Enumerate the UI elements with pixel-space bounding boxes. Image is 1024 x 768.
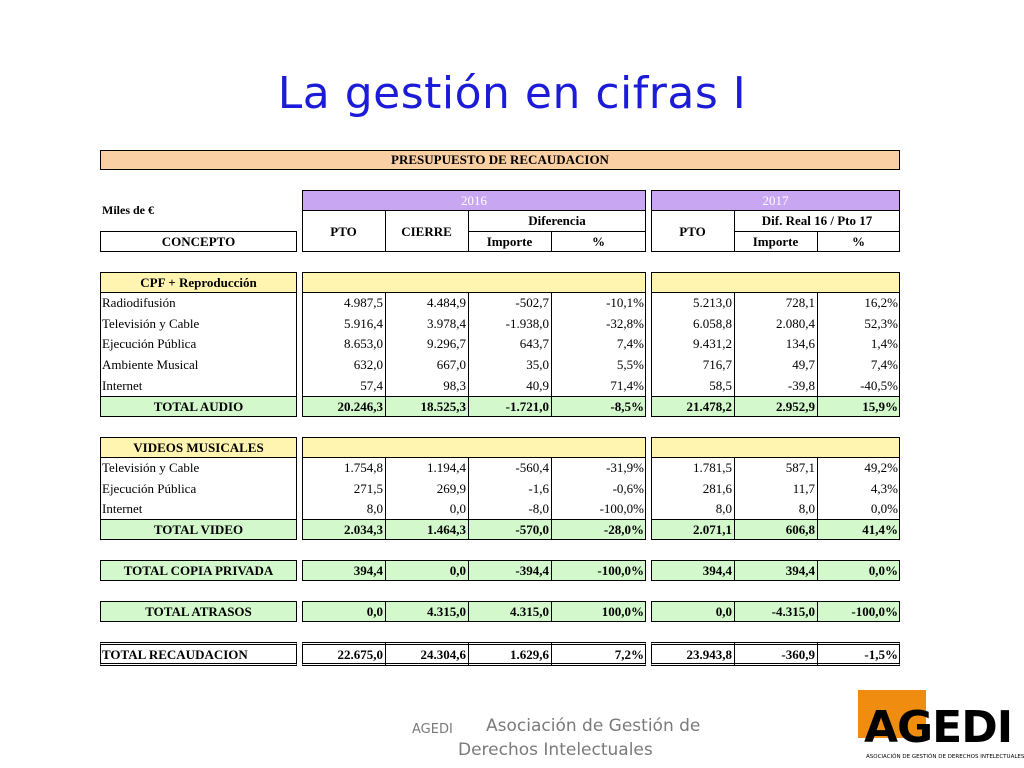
cell-dif-pct: -28,0% bbox=[603, 522, 644, 537]
cell-pto-2017: 5.213,0 bbox=[693, 295, 732, 310]
logo-subtitle: ASOCIACIÓN DE GESTIÓN DE DERECHOS INTELECTUALES bbox=[866, 754, 1024, 760]
logo-text: AGEDI bbox=[864, 702, 1013, 753]
cell-pto-2016: 5.916,4 bbox=[344, 316, 383, 331]
cell-dif-real-pct: -1,5% bbox=[864, 647, 898, 662]
section-video-band-2016 bbox=[302, 437, 646, 458]
cell-dif-pct: 5,5% bbox=[616, 357, 644, 372]
footer-short: AGEDI bbox=[412, 722, 453, 737]
cell-pto-2017: 8,0 bbox=[715, 501, 732, 516]
cell-dif-real-importe: 606,8 bbox=[785, 522, 815, 537]
cell-pto-2016: 1.754,8 bbox=[344, 460, 383, 475]
cell-dif-real-importe: 49,7 bbox=[792, 357, 815, 372]
cell-pto-2016: 394,4 bbox=[353, 563, 383, 578]
cell-dif-pct: -32,8% bbox=[606, 316, 644, 331]
cell-dif-importe: -502,7 bbox=[515, 295, 549, 310]
cell-concept: Internet bbox=[102, 378, 143, 393]
cell-pto-2016: 4.987,5 bbox=[344, 295, 383, 310]
page-title: La gestión en cifras I bbox=[277, 68, 747, 119]
cell-cierre-2016: 0,0 bbox=[449, 501, 466, 516]
cell-cierre-2016: 0,0 bbox=[449, 563, 466, 578]
cell-concept: TOTAL ATRASOS bbox=[145, 604, 252, 619]
cell-dif-real-pct: 0,0% bbox=[870, 501, 898, 516]
cell-pto-2016: 632,0 bbox=[353, 357, 383, 372]
cell-concept: Internet bbox=[102, 501, 143, 516]
cell-dif-real-importe: 2.952,9 bbox=[776, 399, 815, 414]
units-label: Miles de € bbox=[102, 203, 154, 217]
cell-pto-2017: 716,7 bbox=[702, 357, 732, 372]
footer-line1: Asociación de Gestión de bbox=[486, 716, 701, 736]
section-video-label: VIDEOS MUSICALES bbox=[133, 440, 264, 455]
cell-dif-pct: 71,4% bbox=[610, 378, 644, 393]
cell-pto-2017: 0,0 bbox=[715, 604, 732, 619]
cell-dif-real-importe: -360,9 bbox=[781, 647, 815, 662]
cell-pto-2016: 20.246,3 bbox=[337, 399, 383, 414]
year-2016-label: 2016 bbox=[461, 193, 487, 208]
cell-dif-real-importe: 587,1 bbox=[785, 460, 815, 475]
cell-concept: Ambiente Musical bbox=[102, 357, 199, 372]
cell-pto-2017: 1.781,5 bbox=[693, 460, 732, 475]
cell-pto-2016: 8,0 bbox=[366, 501, 383, 516]
cell-dif-pct: 7,4% bbox=[616, 336, 644, 351]
section-audio-band-2016 bbox=[302, 272, 646, 293]
cell-dif-real-pct: -100,0% bbox=[851, 604, 898, 619]
cell-cierre-2016: 98,3 bbox=[443, 378, 466, 393]
cell-dif-real-pct: -40,5% bbox=[860, 378, 898, 393]
cell-pto-2016: 8.653,0 bbox=[344, 336, 383, 351]
cell-concept: TOTAL RECAUDACION bbox=[102, 647, 248, 662]
cell-dif-pct: -100,0% bbox=[597, 563, 644, 578]
cell-concept: Radiodifusión bbox=[102, 295, 176, 310]
cell-cierre-2016: 9.296,7 bbox=[427, 336, 466, 351]
cell-concept: Televisión y Cable bbox=[102, 316, 200, 331]
cell-dif-importe: 40,9 bbox=[526, 378, 549, 393]
col-importe-2016: Importe bbox=[486, 234, 533, 249]
col-cierre: CIERRE bbox=[401, 224, 452, 239]
cell-concept: Televisión y Cable bbox=[102, 460, 200, 475]
col-importe-2017: Importe bbox=[752, 234, 799, 249]
cell-dif-real-importe: 728,1 bbox=[785, 295, 815, 310]
cell-dif-importe: -8,0 bbox=[528, 501, 549, 516]
col-pct-2017: % bbox=[852, 234, 865, 249]
cell-pto-2017: 281,6 bbox=[702, 481, 732, 496]
cell-dif-importe: -1.938,0 bbox=[505, 316, 549, 331]
cell-cierre-2016: 1.464,3 bbox=[427, 522, 466, 537]
cell-concept: Ejecución Pública bbox=[102, 336, 197, 351]
cell-dif-real-pct: 41,4% bbox=[862, 522, 898, 537]
section-audio-band-2017 bbox=[651, 272, 900, 293]
cell-pto-2017: 23.943,8 bbox=[686, 647, 732, 662]
cell-concept: TOTAL COPIA PRIVADA bbox=[123, 563, 274, 578]
cell-pto-2017: 58,5 bbox=[709, 378, 732, 393]
cell-dif-pct: -10,1% bbox=[606, 295, 644, 310]
cell-concept: Ejecución Pública bbox=[102, 481, 197, 496]
cell-dif-real-importe: 8,0 bbox=[798, 501, 815, 516]
cell-dif-pct: -31,9% bbox=[606, 460, 644, 475]
cell-cierre-2016: 4.484,9 bbox=[427, 295, 466, 310]
cell-dif-importe: -560,4 bbox=[515, 460, 549, 475]
cell-dif-importe: -1.721,0 bbox=[505, 399, 549, 414]
cell-pto-2016: 271,5 bbox=[353, 481, 383, 496]
cell-dif-pct: 100,0% bbox=[601, 604, 644, 619]
cell-concept: TOTAL AUDIO bbox=[153, 399, 244, 414]
cell-pto-2017: 394,4 bbox=[702, 563, 732, 578]
cell-cierre-2016: 18.525,3 bbox=[420, 399, 466, 414]
cell-pto-2016: 22.675,0 bbox=[337, 647, 383, 662]
cell-cierre-2016: 269,9 bbox=[436, 481, 466, 496]
cell-cierre-2016: 4.315,0 bbox=[427, 604, 466, 619]
cell-dif-real-pct: 0,0% bbox=[868, 563, 898, 578]
concepto-header: CONCEPTO bbox=[161, 234, 236, 249]
cell-dif-pct: -0,6% bbox=[612, 481, 644, 496]
cell-cierre-2016: 24.304,6 bbox=[420, 647, 466, 662]
col-diferencia: Diferencia bbox=[528, 213, 586, 228]
cell-dif-real-importe: -4.315,0 bbox=[771, 604, 815, 619]
cell-pto-2017: 6.058,8 bbox=[693, 316, 732, 331]
cell-pto-2017: 2.071,1 bbox=[693, 522, 732, 537]
cell-dif-importe: 4.315,0 bbox=[510, 604, 549, 619]
col-pct-2016: % bbox=[592, 234, 605, 249]
cell-dif-importe: 35,0 bbox=[526, 357, 549, 372]
table-header-title: PRESUPUESTO DE RECAUDACION bbox=[391, 152, 609, 167]
cell-dif-real-importe: 134,6 bbox=[785, 336, 815, 351]
section-audio-label: CPF + Reproducción bbox=[140, 275, 257, 290]
cell-dif-real-pct: 1,4% bbox=[870, 336, 898, 351]
cell-dif-importe: 643,7 bbox=[519, 336, 549, 351]
cell-dif-real-pct: 4,3% bbox=[870, 481, 898, 496]
cell-pto-2016: 2.034,3 bbox=[344, 522, 383, 537]
cell-dif-real-importe: 2.080,4 bbox=[776, 316, 815, 331]
cell-dif-importe: -394,4 bbox=[515, 563, 549, 578]
cell-dif-pct: -8,5% bbox=[610, 399, 644, 414]
cell-pto-2017: 9.431,2 bbox=[693, 336, 732, 351]
cell-dif-pct: -100,0% bbox=[599, 501, 644, 516]
col-dif-real: Dif. Real 16 / Pto 17 bbox=[761, 213, 873, 228]
cell-cierre-2016: 1.194,4 bbox=[427, 460, 466, 475]
cell-dif-real-importe: -39,8 bbox=[787, 378, 815, 393]
cell-cierre-2016: 667,0 bbox=[436, 357, 466, 372]
cell-dif-real-importe: 11,7 bbox=[792, 481, 815, 496]
cell-cierre-2016: 3.978,4 bbox=[427, 316, 466, 331]
agedi-logo bbox=[856, 688, 1024, 766]
cell-dif-importe: -570,0 bbox=[515, 522, 549, 537]
cell-dif-real-pct: 52,3% bbox=[864, 316, 898, 331]
cell-dif-real-pct: 49,2% bbox=[864, 460, 898, 475]
cell-dif-real-pct: 15,9% bbox=[862, 399, 898, 414]
cell-dif-real-importe: 394,4 bbox=[785, 563, 815, 578]
cell-pto-2017: 21.478,2 bbox=[686, 399, 732, 414]
cell-concept: TOTAL VIDEO bbox=[153, 522, 244, 537]
year-2017-label: 2017 bbox=[762, 193, 789, 208]
cell-dif-importe: 1.629,6 bbox=[510, 647, 549, 662]
cell-pto-2016: 57,4 bbox=[360, 378, 383, 393]
cell-pto-2016: 0,0 bbox=[366, 604, 383, 619]
footer-line2: Derechos Intelectuales bbox=[458, 740, 653, 760]
section-video-band-2017 bbox=[651, 437, 900, 458]
col-pto-2017: PTO bbox=[679, 224, 706, 239]
cell-dif-real-pct: 16,2% bbox=[864, 295, 898, 310]
cell-dif-importe: -1,6 bbox=[528, 481, 549, 496]
cell-dif-pct: 7,2% bbox=[614, 647, 644, 662]
col-pto-2016: PTO bbox=[330, 224, 357, 239]
cell-dif-real-pct: 7,4% bbox=[870, 357, 898, 372]
